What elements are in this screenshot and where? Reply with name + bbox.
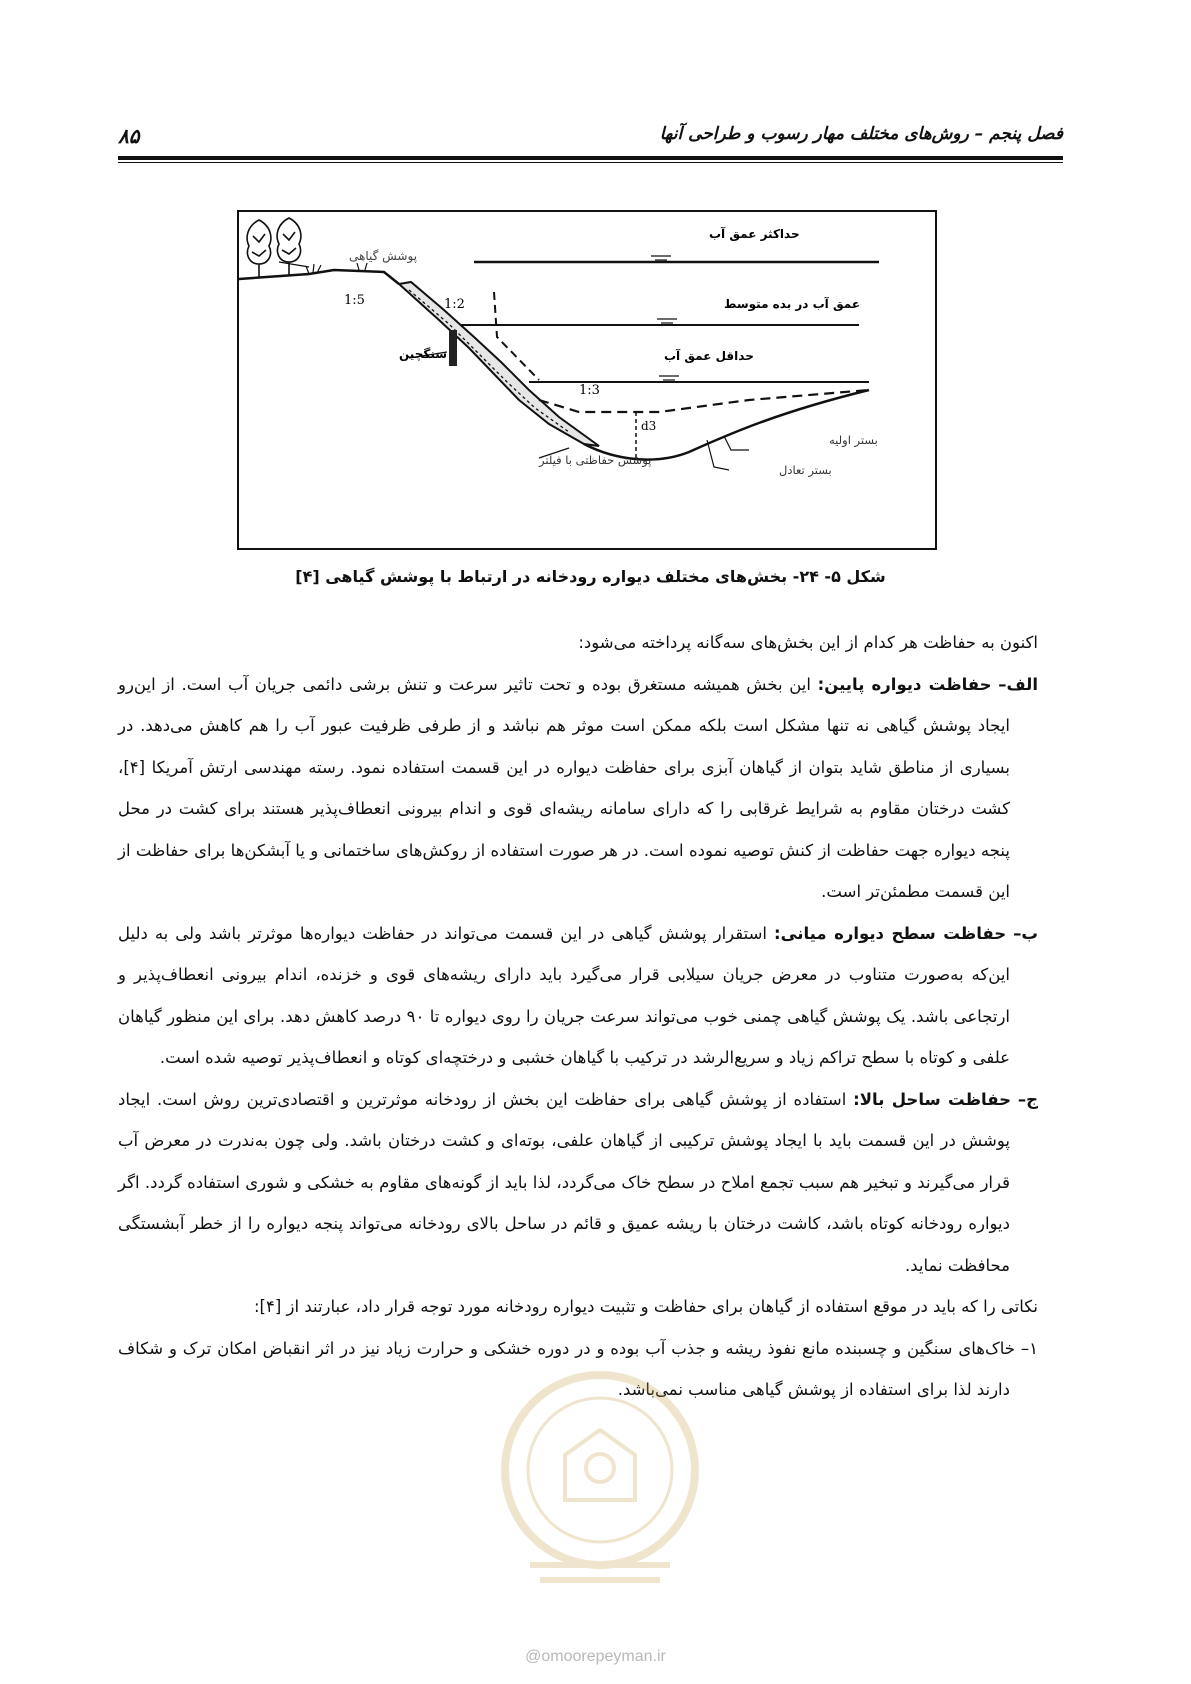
- item-text: این بخش همیشه مستغرق بوده و تحت تاثیر سرعت و تنش برشی دائمی جریان آب است. از این‌رو ایجاد پوشش گیاهی نه تنها مشکل است بلکه ممکن است موثر هم نباشد و از طرفی ظرفیت عبور آب را هم کاهش می‌دهد. در بسیاری از مناطق شاید بتوان از گیاهان آبزی برای حفاظت دیواره در این قسمت استفاده نمود. رسته مهندسی ارتش آمریکا [۴]، کشت درختان مقاوم به شرایط غرقابی را که دارای سامانه ریشه‌ای قوی و اندام بیرونی انعطاف‌پذیر هستند برای کشت در محل پنجه دیواره جهت حفاظت از کنش توصیه نموده است. در هر صورت استفاده از روکش‌های ساختمانی و یا آبشکن‌ها برای حفاظت از این قسمت مطمئن‌تر است.: [118, 674, 1010, 901]
- d3-label: d3: [641, 419, 657, 433]
- item-marker: ج–: [1017, 1089, 1038, 1109]
- header-rule-thick: [118, 156, 1063, 160]
- header-rule-thin: [118, 162, 1063, 163]
- max-depth-label: حداکثر عمق آب: [709, 227, 800, 241]
- riprap-label: سنگچین: [399, 347, 448, 361]
- min-depth-label: حداقل عمق آب: [664, 349, 754, 363]
- list-item: [118, 1079, 1038, 1287]
- vegetation-label: پوشش گیاهی: [349, 249, 418, 263]
- item-marker: ب–: [1013, 923, 1039, 943]
- item-marker: الف–: [998, 674, 1038, 694]
- site-watermark: @omoorepeyman.ir: [525, 1648, 666, 1665]
- riprap-bank: [399, 282, 599, 446]
- slope-1-5-label: 1:5: [344, 293, 365, 308]
- note-item: ۱– خاک‌های سنگین و چسبنده مانع نفوذ ریشه و جذب آب بوده و در دوره خشکی و حرارت زیاد نیز در اثر انقباض امکان ترک و شکاف دارند لذا برای استفاده از پوشش گیاهی مناسب نمی‌باشد.: [118, 1338, 1038, 1399]
- equilibrium-bed-line: [584, 390, 869, 460]
- item-title: حفاظت ساحل بالا:: [853, 1089, 1012, 1109]
- body-text: [118, 622, 1038, 1411]
- figure-caption: شکل ۵- ۲۴- بخش‌های مختلف دیواره رودخانه در ارتباط با پوشش گیاهی [۴]: [295, 567, 886, 586]
- top-ground-line: [239, 270, 399, 284]
- list-item: [118, 664, 1038, 913]
- filter-cover-label: پوشش حفاظتی با فیلتر: [539, 453, 652, 467]
- page-number: ۸۵: [118, 124, 140, 148]
- intro-paragraph: اکنون به حفاظت هر کدام از این بخش‌های سه‌گانه پرداخته می‌شود:: [578, 633, 1038, 652]
- equilibrium-bed-label: بستر تعادل: [779, 463, 832, 477]
- tree-icon: [277, 218, 301, 276]
- slope-1-2-label: 1:2: [444, 297, 465, 312]
- tree-icon: [247, 220, 271, 278]
- bank-post: [449, 330, 457, 366]
- page-header: [118, 124, 1063, 154]
- item-title: حفاظت دیواره پایین:: [817, 674, 992, 694]
- item-title: حفاظت سطح دیواره میانی:: [774, 923, 1007, 943]
- item-text: استفاده از پوشش گیاهی برای حفاظت این بخش از رودخانه موثرترین و اقتصادی‌ترین روش است. ایجاد پوشش در این قسمت باید با ایجاد پوشش ترکیبی از گیاهان علفی، بوته‌ای و کشت درختان باشد. ولی چون به‌ندرت در معرض آب قرار می‌گیرند و تبخیر هم سبب تجمع املاح در سطح خاک می‌گردد، لذا باید از گونه‌های مقاوم به خشکی و شوری استفاده گردد. اگر دیواره رودخانه کوتاه باشد، کاشت درختان با ریشه عمیق و قائم در ساحل بالای رودخانه می‌تواند پنجه دیواره را از خطر آبشستگی محافظت نماید.: [118, 1089, 1010, 1275]
- item-text: استقرار پوشش گیاهی در این قسمت می‌تواند در حفاظت دیواره‌ها موثرتر باشد ولی به دلیل این‌که به‌صورت متناوب در معرض جریان سیلابی قرار می‌گیرد باید دارای ریشه‌های قوی و خزنده، اندام بیرونی انعطاف‌پذیر و ارتجاعی باشد. یک پوشش گیاهی چمنی خوب می‌تواند سرعت جریان را روی دیواره تا ۹۰ درصد کاهش دهد. برای این منظور گیاهان علفی و کوتاه با سطح تراکم زیاد و سریع‌الرشد در ترکیب با گیاهان خشبی و درختچه‌ای کوتاه و انعطاف‌پذیر توصیه شده است.: [118, 923, 1010, 1067]
- mid-depth-label: عمق آب در بده متوسط: [724, 297, 861, 311]
- riverbank-figure: [237, 210, 937, 550]
- riverbank-diagram: [239, 212, 935, 548]
- chapter-title: فصل پنجم – روش‌های مختلف مهار رسوب و طراحی آنها: [659, 124, 1063, 144]
- initial-bed-label: بستر اولیه: [829, 433, 878, 447]
- slope-1-3-label: 1:3: [579, 383, 600, 398]
- notes-intro: نکاتی را که باید در موقع استفاده از گیاهان برای حفاظت و تثبیت دیواره رودخانه مورد توجه قرار داد، عبارتند از [۴]:: [253, 1297, 1038, 1316]
- list-item: [118, 913, 1038, 1079]
- watermark-seal: [470, 1360, 730, 1610]
